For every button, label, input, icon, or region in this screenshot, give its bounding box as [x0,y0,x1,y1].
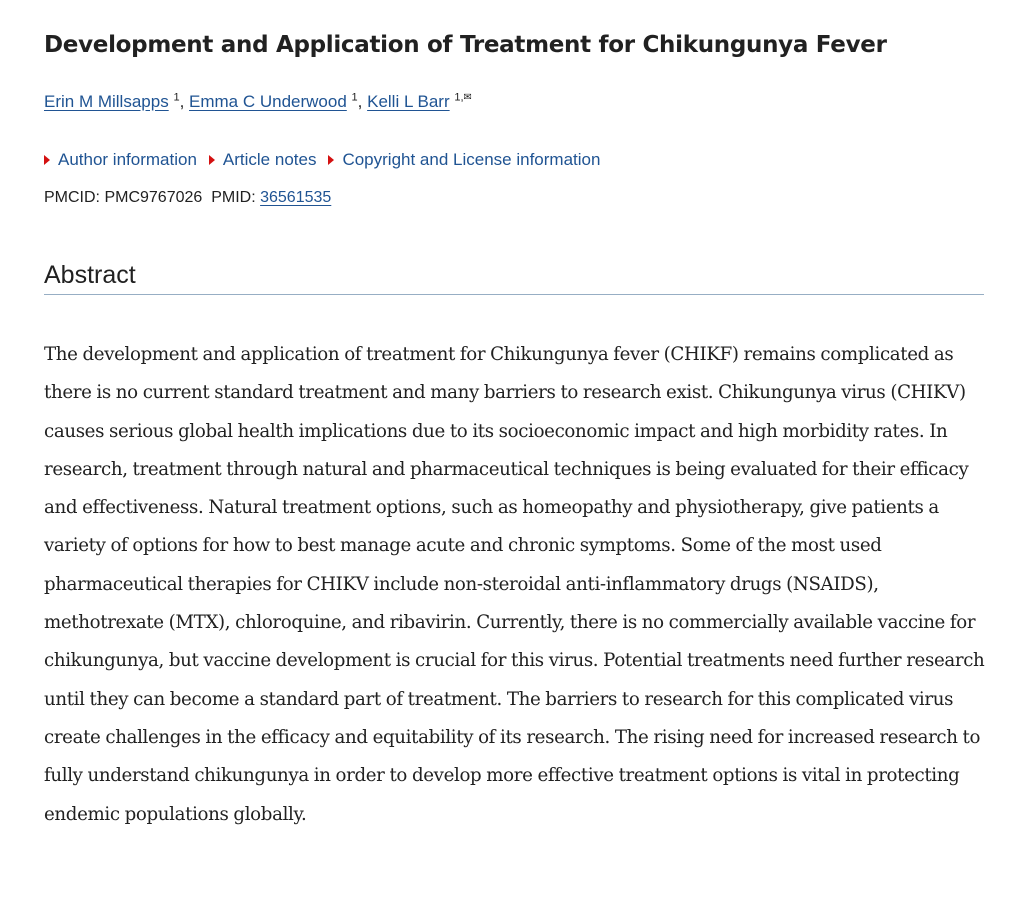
abstract-heading: Abstract [44,261,136,289]
author-affiliation: 1 [351,91,358,104]
section-divider [44,294,984,295]
article-info-toggles [44,147,600,173]
author-information-label: Author information [58,150,197,169]
author-list: Erin M Millsapps $^1$, Emma C Underwood $^1$, Kelli L Barr $^{1,}$✉ [44,91,472,111]
article-notes-label: Article notes [222,150,317,169]
author-affiliation: 1, [454,91,464,104]
caret-right-icon [209,155,215,165]
pmid-label: PMID: [211,189,256,206]
author-link-underwood[interactable]: Emma C Underwood [189,92,347,111]
author-separator: , [179,92,190,111]
author-separator: , [357,92,368,111]
author-information-toggle[interactable] [44,147,197,173]
copyright-license-toggle[interactable] [328,147,600,173]
author-affiliation: 1 [173,91,180,104]
author-link-millsapps[interactable]: Erin M Millsapps [44,92,169,111]
article-identifiers [44,185,331,211]
author-link-barr[interactable]: Kelli L Barr [367,92,450,111]
article-notes-toggle[interactable] [209,147,317,173]
copyright-license-label: Copyright and License information [342,150,601,169]
caret-right-icon [44,155,50,165]
article-title: Development and Application of Treatment for Chikungunya Fever [44,32,887,58]
abstract-text: The development and application of treatment for Chikungunya fever (CHIKF) remains complicated as there is no current standard treatment and many barriers to research exist. Chikungunya virus (CHIKV) causes serious global health implications due to its socioeconomic impact and high morbidity rates. In research, treatment through natural and pharmaceutical techniques is being evaluated for their efficacy and effectiveness. Natural treatment options, such as homeopathy and physiotherapy, give patients a variety of options for how to best manage acute and chronic symptoms. Some of the most used pharmaceutical therapies for CHIKV include non-steroidal anti-inflammatory drugs (NSAIDS), methotrexate (MTX), chloroquine, and ribavirin. Currently, there is no commercially available vaccine for chikungunya, but vaccine development is crucial for this virus. Potential treatments need further research until they can become a standard part of treatment. The barriers to research for this complicated virus create challenges in the efficacy and equitability of its research. The rising need for increased research to fully understand chikungunya in order to develop more effective treatment options is vital in protecting endemic populations globally. [44,344,985,825]
pmcid: PMCID: PMC9767026 [44,189,203,206]
pmid-link[interactable]: 36561535 [260,189,332,206]
caret-right-icon [328,155,334,165]
